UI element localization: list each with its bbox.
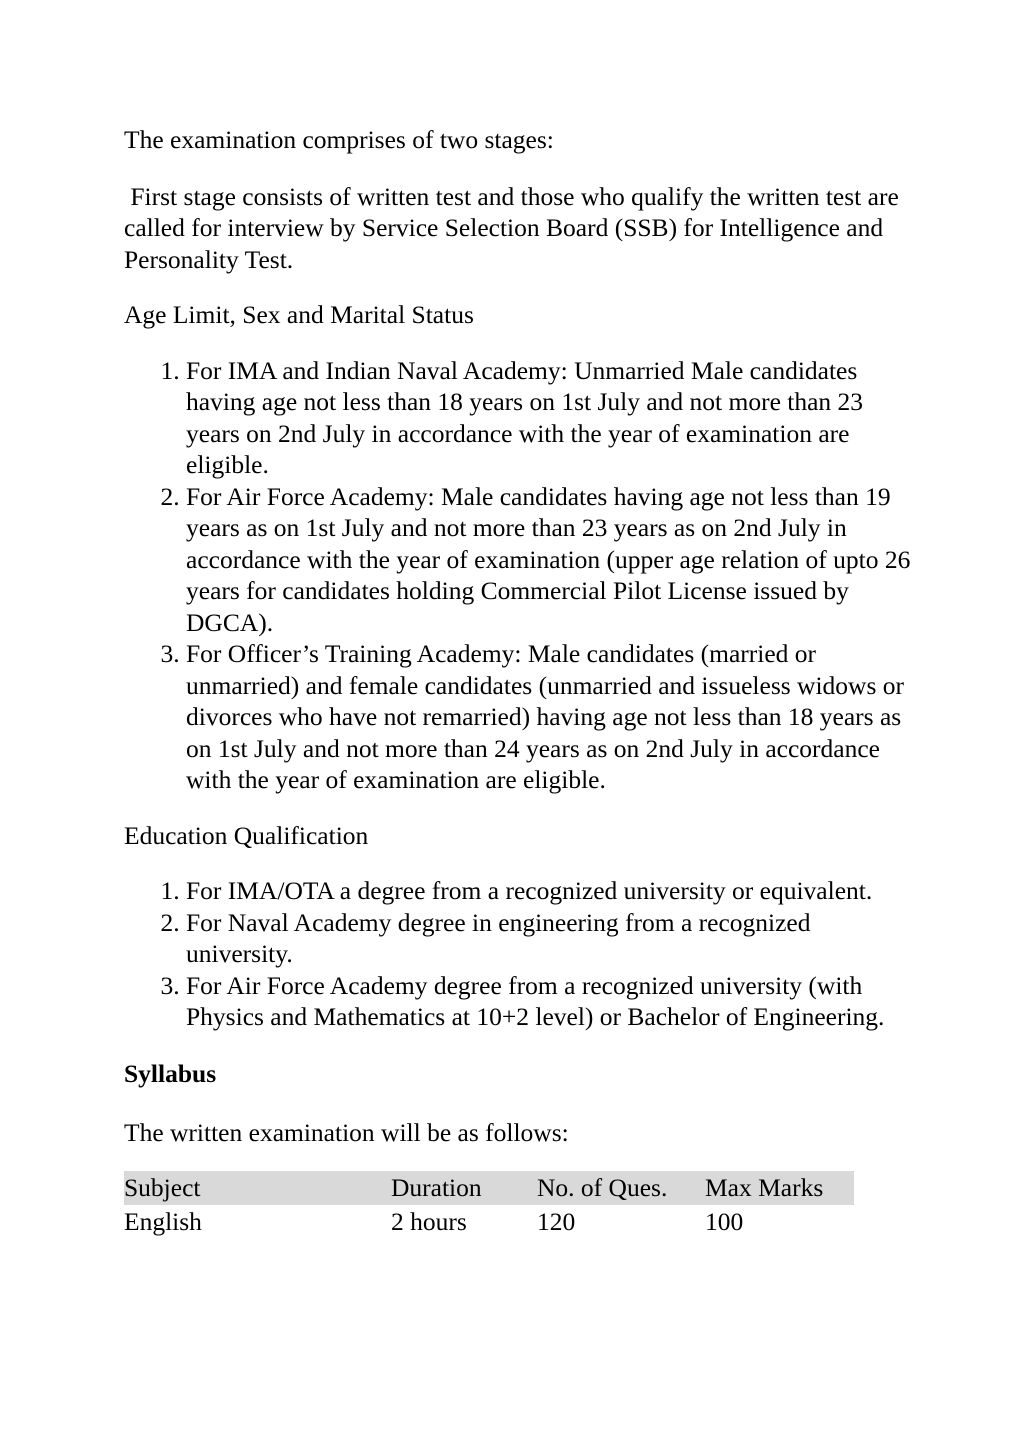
list-item: 2. For Air Force Academy: Male candidates having age not less than 19 years as on 1st July and not more than 23 years as on 2nd July in accordance with the year of examination (upper age relation of upto 26 years for candidates holding Commercial Pilot License issued by DGCA). — [186, 481, 914, 639]
age-limit-heading: Age Limit, Sex and Marital Status — [124, 300, 474, 329]
table-header-cell: No. of Ques. — [537, 1171, 705, 1205]
education-heading: Education Qualification — [124, 820, 369, 850]
exam-table — [124, 1171, 854, 1239]
list-item: 3. For Officer’s Training Academy: Male candidates (married or unmarried) and female candidates (unmarried and issueless widows or divorces who have not remarried) having age not less than 18 years as on 1st July and not more than 24 years as on 2nd July in accordance with the year of examination are eligible. — [186, 638, 914, 796]
table-row — [124, 1205, 854, 1239]
list-item: 1. For IMA/OTA a degree from a recognized university or equivalent. — [186, 875, 914, 907]
table-cell: 100 — [705, 1206, 744, 1236]
document-page — [124, 124, 914, 1239]
list-item: 3. For Air Force Academy degree from a recognized university (with Physics and Mathematics at 10+2 level) or Bachelor of Engineering. — [186, 970, 914, 1033]
table-cell: English — [124, 1206, 202, 1236]
table-cell: 2 hours — [391, 1206, 467, 1236]
first-stage-paragraph: First stage consists of written test and those who qualify the written test are called for interview by Service Selection Board (SSB) for Intelligence and Personality Test. — [124, 181, 906, 274]
intro-paragraph: The examination comprises of two stages: — [124, 125, 554, 154]
table-header-cell: Subject — [124, 1171, 391, 1205]
written-exam-paragraph: The written examination will be as follows: — [124, 1118, 569, 1147]
age-limit-list — [124, 355, 914, 796]
list-item: 2. For Naval Academy degree in engineering from a recognized university. — [186, 907, 914, 970]
list-item: 1. For IMA and Indian Naval Academy: Unmarried Male candidates having age not less than 18 years on 1st July and not more than 23 years on 2nd July in accordance with the year of examination are eligible. — [186, 355, 914, 481]
table-header-row — [124, 1171, 854, 1205]
table-header-cell: Max Marks — [705, 1171, 854, 1205]
syllabus-heading: Syllabus — [124, 1058, 217, 1088]
education-list — [124, 875, 914, 1033]
table-header-cell: Duration — [391, 1171, 537, 1205]
table-cell: 120 — [537, 1206, 576, 1236]
